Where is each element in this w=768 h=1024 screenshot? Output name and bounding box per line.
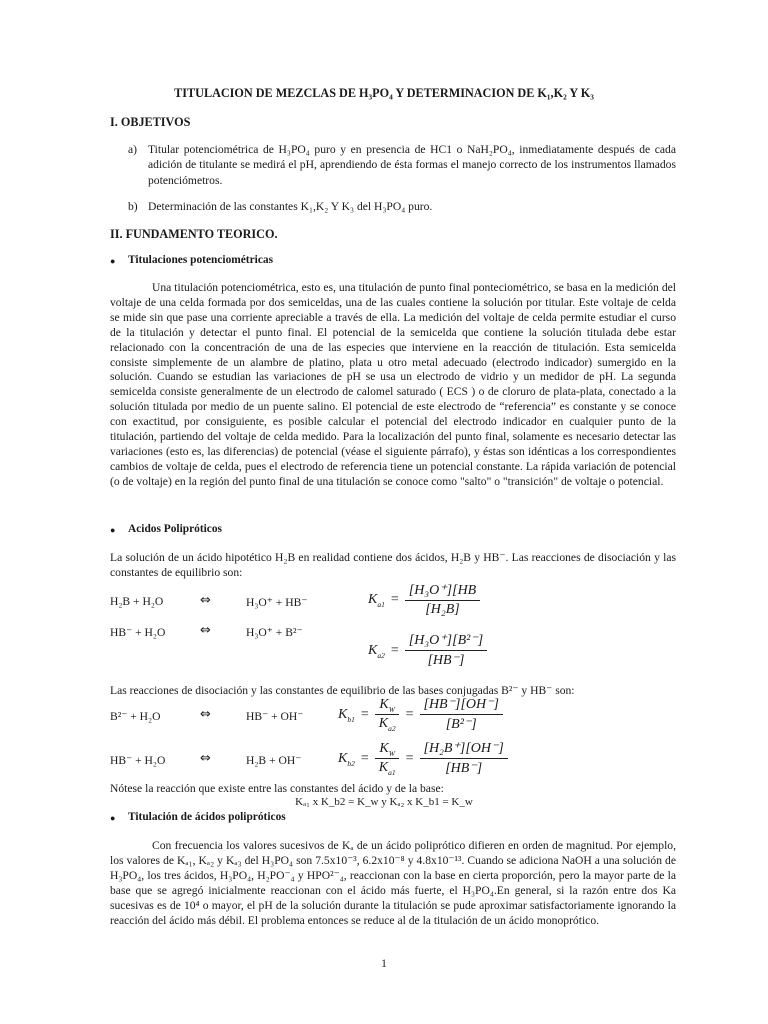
note-relation-intro: Nótese la reacción que existe entre las constantes del ácido y de la base: [110,782,444,795]
fraction-numerator: [H₃O⁺][HB [405,582,480,601]
k-subscript: b2 [347,758,355,768]
equals-sign: = [390,642,399,658]
paragraph-bases-conjugadas: Las reacciones de disociación y las constantes de equilibrio de las bases conjugadas B²⁻ y HB⁻ son: [110,684,575,697]
section-objetivos-heading: I. OBJETIVOS [110,115,191,129]
k-subscript: a2 [377,650,385,660]
fraction-numerator: [H₃O⁺][B²⁻] [405,632,487,651]
bullet-icon: ● [110,813,116,823]
equilibrium-arrow-icon: ⇔ [200,751,211,766]
objective-a-marker: a) [128,143,138,156]
fraction-denominator: [B²⁻] [445,717,477,732]
formula-kb2 [338,740,508,777]
bullet-icon: ● [110,256,116,266]
equals-sign: = [360,750,369,766]
fraction-denominator: [HB⁻] [427,653,465,668]
objective-b-text: Determinación de las constantes K₁,K₂ Y K₃ del H₃PO₄ puro. [148,200,433,213]
fraction-numerator: [HB⁻][OH⁻] [420,696,503,715]
equals-sign: = [405,706,414,722]
objective-b-marker: b) [128,200,138,213]
reaction-base-1-right: HB⁻ + OH⁻ [246,710,304,723]
k-subscript: a1 [377,599,385,609]
kw-subscript: W [388,748,395,758]
formula-ka1 [368,582,480,618]
formula-kb1 [338,696,503,733]
fraction-kb2 [420,740,508,777]
ka-subscript: a1 [388,767,396,777]
fraction-ka1 [405,582,480,618]
equilibrium-arrow-icon: ⇔ [200,707,211,722]
paragraph-titulaciones: Una titulación potenciométrica, esto es, una titulación de punto final ponteciométrico, se basa en la medición del voltaje de una celda formada por dos semiceldas, una de las cuales contiene la solución por titular. Este voltaje de celda se mide sin que pase una corriente apreciable a través de ella. La medición del voltaje de celda permite estudiar el curso de la titulación y detectar el punto final. El potencial de la semicelda que contiene la solución titulada debe estar relacionado con la concentración de una de las especies que interviene en la reacción de titulación. Esta semicelda consiste simplemente de un alambre de platino, plata u otro metal adecuado (electrodo indicador) sumergido en la solución. Cuando se estudian las variaciones de pH se usa un electrodo de vidrio y un medidor de pH. La segunda semicelda consiste generalmente de un electrodo de calomel saturado ( ECS ) o de cloruro de plata-plata, conectado a la solución titulada por medio de un puente salino. El potencial de este electrodo de “referencia” es constante y se conoce con exactitud, por consiguiente, es posible calcular el potencial del electrodo indicador en cualquier punto de la titulación, partiendo del voltaje de celda medido. Para la localización del punto final, solamente es necesario detectar las variaciones (esto es, las diferencias) de potencial (véase el siguiente párrafo), y éstas son idénticas a los correspondientes cambios de voltaje de celda, pues el electrodo de referencia tiene un potencial constante. La rápida variación de potencial (o de voltaje) en la región del punto final de una titulación se conoce como "salto" o "transición" de voltaje o potencial. [110,281,676,488]
section-fundamento-heading: II. FUNDAMENTO TEORICO. [110,227,278,241]
ka-symbol: K [378,760,389,775]
k-symbol: K [338,750,348,766]
reaction-acid-2-left: HB⁻ + H₂O [110,626,166,639]
reaction-base-2-right: H₂B + OH⁻ [246,754,302,767]
equilibrium-arrow-icon: ⇔ [200,593,211,608]
k-subscript: b1 [347,714,355,724]
ka-symbol: K [378,716,389,731]
subheading-acidos-poliproticos: Acidos Polipróticos [128,523,222,535]
objective-a-text: Titular potenciométrica de H₃PO₄ puro y en presencia de HC1 o NaH₂PO₄, inmediatamente después de cada adición de titulante se medirá el pH, aprendiendo de ésta formas el manejo correcto de los instrumentos llamados potenciómetros. [148,143,676,187]
fraction-denominator: [HB⁻] [445,761,483,776]
reaction-acid-1-left: H₂B + H₂O [110,595,164,608]
equals-sign: = [360,706,369,722]
reaction-base-1-left: B²⁻ + H₂O [110,710,161,723]
fraction-numerator: [H₂B⁺][OH⁻] [420,740,508,759]
relation-ka-kb: Kₐ₁ x K_b2 = K_w y Kₐ₂ x K_b1 = K_w [295,796,473,808]
k-symbol: K [338,706,348,722]
kw-symbol: K [379,697,389,712]
equals-sign: = [390,592,399,607]
reaction-acid-1-right: H₃O⁺ + HB⁻ [246,596,308,609]
k-symbol: K [368,592,378,607]
fraction-kw-ka1 [375,741,400,776]
subheading-titulaciones: Titulaciones potenciométricas [128,254,274,266]
reaction-base-2-left: HB⁻ + H₂O [110,754,166,767]
fraction-kb1 [420,696,503,733]
bullet-icon: ● [110,525,116,535]
equilibrium-arrow-icon: ⇔ [200,623,211,638]
reaction-acid-2-right: H₃O⁺ + B²⁻ [246,626,303,639]
equals-sign: = [405,750,414,766]
document-title: TITULACION DE MEZCLAS DE H₃PO₄ Y DETERMINACION DE K₁,K₂ Y K₃ [174,86,594,100]
paragraph-acidos: La solución de un ácido hipotético H₂B en realidad contiene dos ácidos, H₂B y HB⁻. Las reacciones de disociación y las constantes de equilibrio son: [110,551,676,580]
ka-subscript: a2 [388,723,396,733]
kw-subscript: W [388,704,395,714]
kw-symbol: K [379,741,389,756]
formula-ka2 [368,632,487,669]
page-number: 1 [381,958,387,970]
subheading-titulacion-poliproticos: Titulación de ácidos polipróticos [128,811,286,823]
fraction-ka2 [405,632,487,669]
fraction-denominator: [H₂B] [425,602,460,617]
k-symbol: K [368,642,378,658]
paragraph-titulacion-poliproticos: Con frecuencia los valores sucesivos de Kₐ de un ácido poliprótico difieren en orden de magnitud. Por ejemplo, los valores de Kₐ₁, Kₐ₂ y Kₐ₃ del H₃PO₄ son 7.5x10⁻³, 6.2x10⁻⁸ y 4.8x10⁻¹³. Cuando se adiciona NaOH a una solución de H₃PO₄, los tres ácidos, H₃PO₄, H₂PO⁻₄ y HPO²⁻₄, reaccionan con la base en cierta proporción, pero la mayor parte de la base que se agregó inicialmente reaccionan con el ácido más fuerte, el H₃PO₄.En general, si la razón entre dos Ka sucesivas es de 10⁴ o mayor, el pH de la solución durante la titulación se pude aproximar satisfactoriamente ignorando la reacción del ácido más débil. El problema entonces se reduce al de la titulación de un ácido monoprótico. [110,839,676,927]
fraction-kw-ka2 [375,697,400,732]
